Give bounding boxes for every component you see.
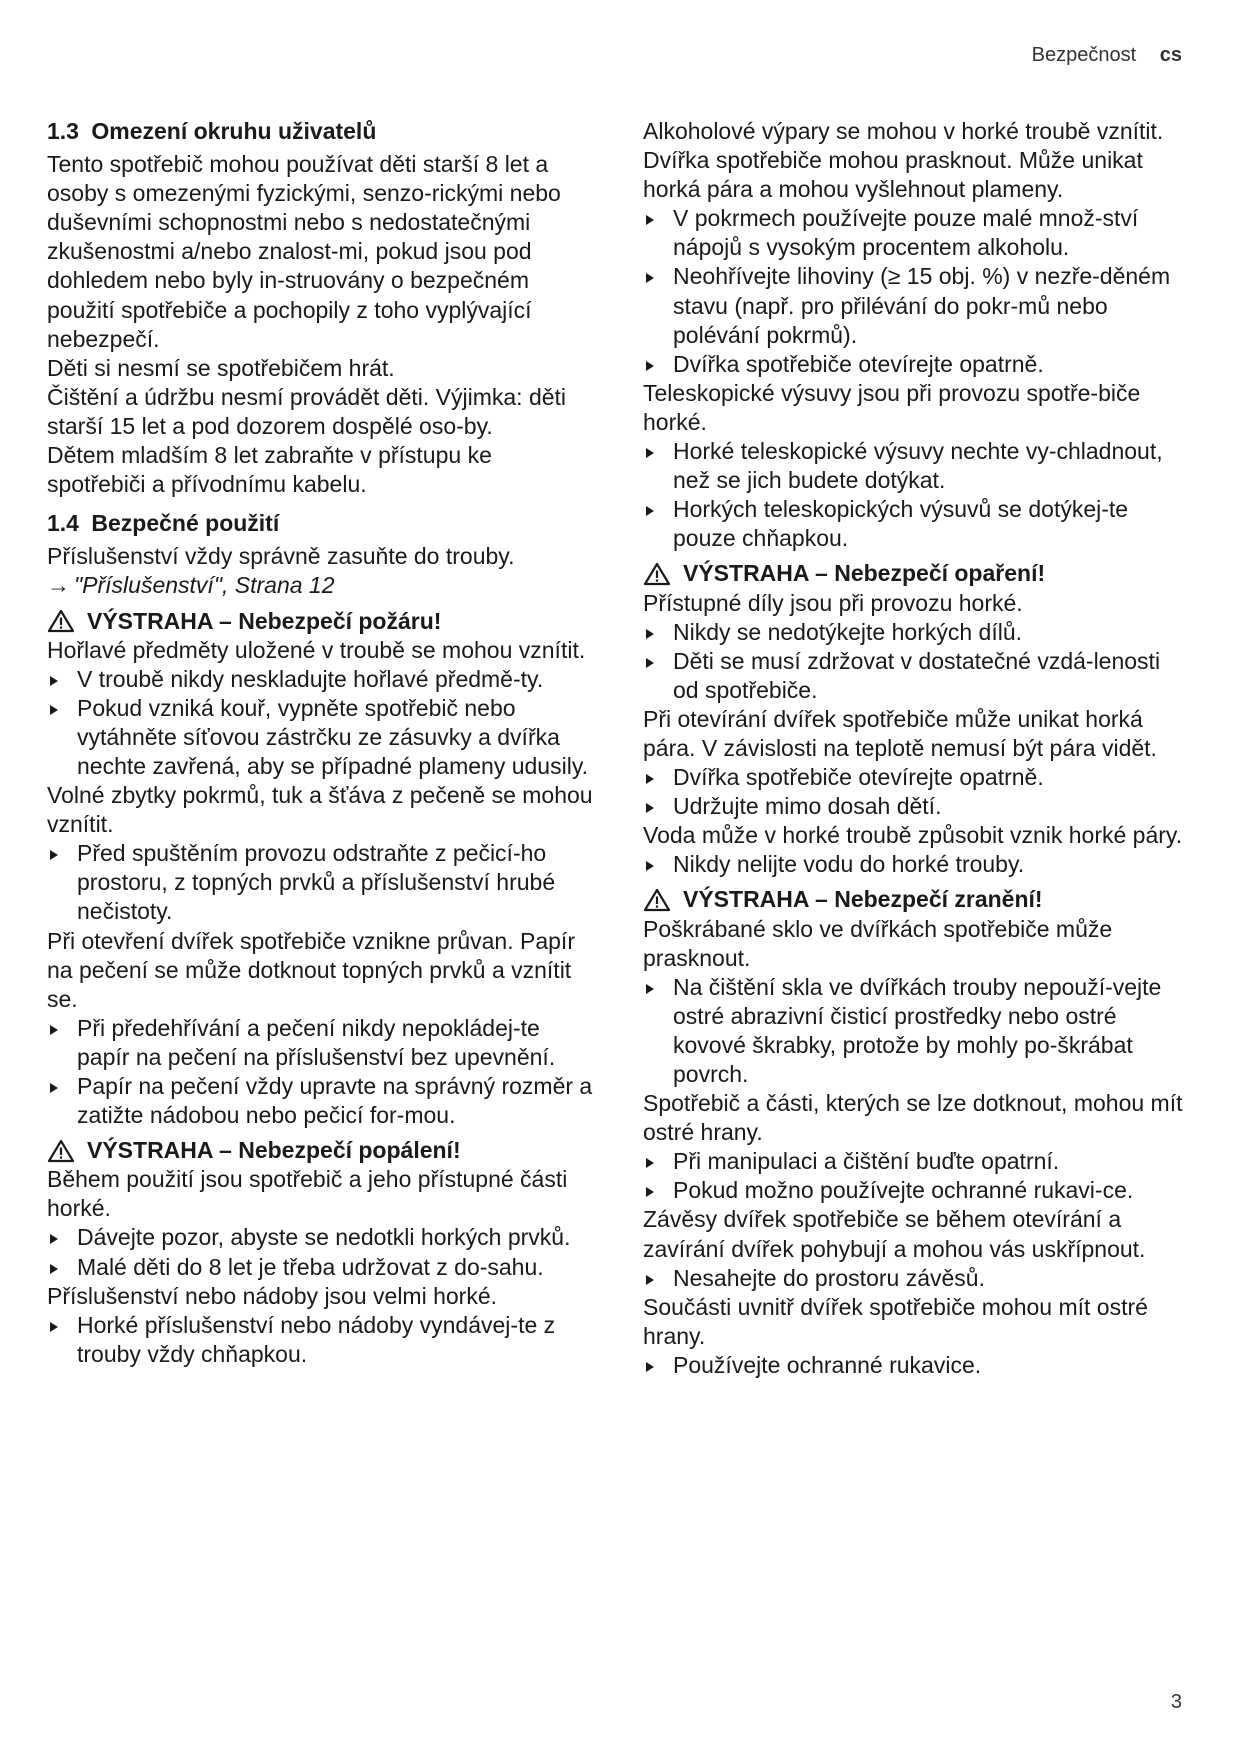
list-item: Papír na pečení vždy upravte na správný rozměr a zatižte nádobou nebo pečicí for-mou. bbox=[47, 1072, 593, 1130]
paragraph: Volné zbytky pokrmů, tuk a šťáva z pečeně se mohou vznítit. bbox=[47, 782, 593, 838]
list-item: Při manipulaci a čištění buďte opatrní. bbox=[643, 1147, 1183, 1176]
paragraph: Alkoholové výpary se mohou v horké troubě vznítit. Dvířka spotřebiče mohou prasknout. Může unikat horká pára a mohou vyšlehnout plameny. bbox=[643, 118, 1164, 203]
list-item: Nikdy se nedotýkejte horkých dílů. bbox=[643, 618, 1183, 647]
list-item: Děti se musí zdržovat v dostatečné vzdá-lenosti od spotřebiče. bbox=[643, 647, 1183, 705]
section-title: Omezení okruhu uživatelů bbox=[91, 118, 377, 144]
bullet-list bbox=[47, 665, 593, 781]
paragraph: Během použití jsou spotřebič a jeho přístupné části horké. bbox=[47, 1166, 568, 1222]
list-item: Dvířka spotřebiče otevírejte opatrně. bbox=[643, 763, 1183, 792]
paragraph: Voda může v horké troubě způsobit vznik horké páry. bbox=[643, 822, 1183, 849]
header-language-code: cs bbox=[1159, 44, 1182, 66]
bullet-list bbox=[47, 1223, 593, 1281]
header-section-name: Bezpečnost bbox=[1031, 44, 1137, 66]
page-number: 3 bbox=[1170, 1691, 1182, 1713]
bullet-list bbox=[643, 850, 1183, 879]
section-number: 1.3 bbox=[47, 118, 79, 144]
paragraph: Teleskopické výsuvy jsou při provozu spotře-biče horké. bbox=[643, 379, 1141, 435]
list-item: Neohřívejte lihoviny (≥ 15 obj. %) v nezře-děném stavu (např. pro přilévání do pokr-mů nebo polévání pokrmů). bbox=[643, 262, 1183, 349]
bullet-list bbox=[643, 437, 1183, 553]
bullet-list bbox=[643, 204, 1183, 379]
bullet-list bbox=[643, 1264, 1183, 1293]
list-item: Horké příslušenství nebo nádoby vyndávej-te z trouby vždy chňapkou. bbox=[47, 1311, 593, 1369]
section-title: Bezpečné použití bbox=[91, 510, 280, 537]
page-header bbox=[1032, 44, 1182, 67]
warning-title: VÝSTRAHA – Nebezpečí požáru! bbox=[87, 607, 442, 634]
list-item: Malé děti do 8 let je třeba udržovat z do-sahu. bbox=[47, 1253, 593, 1282]
cross-reference-text: "Příslušenství", Strana 12 bbox=[74, 572, 335, 599]
warning-title: VÝSTRAHA – Nebezpečí opaření! bbox=[683, 560, 1046, 587]
list-item: Používejte ochranné rukavice. bbox=[643, 1351, 1183, 1380]
right-column bbox=[643, 117, 1183, 1380]
warning-heading bbox=[643, 559, 1183, 588]
bullet-list bbox=[643, 973, 1183, 1089]
paragraph: Příslušenství nebo nádoby jsou velmi horké. bbox=[47, 1282, 498, 1309]
bullet-list bbox=[47, 1311, 593, 1369]
list-item: Před spuštěním provozu odstraňte z pečicí-ho prostoru, z topných prvků a příslušenství hrubé nečistoty. bbox=[47, 839, 593, 926]
warning-triangle-icon bbox=[643, 888, 671, 912]
bullet-list bbox=[643, 763, 1183, 821]
left-column bbox=[47, 117, 593, 1369]
warning-heading bbox=[47, 1136, 593, 1165]
list-item: Dávejte pozor, abyste se nedotkli horkých prvků. bbox=[47, 1223, 593, 1252]
list-item: Nesahejte do prostoru závěsů. bbox=[643, 1264, 1183, 1293]
paragraph: Příslušenství vždy správně zasuňte do trouby. bbox=[47, 543, 515, 570]
list-item: Horké teleskopické výsuvy nechte vy-chladnout, než se jich budete dotýkat. bbox=[643, 437, 1183, 495]
bullet-list bbox=[47, 839, 593, 926]
list-item: Pokud možno používejte ochranné rukavi-ce. bbox=[643, 1176, 1183, 1205]
warning-title: VÝSTRAHA – Nebezpečí popálení! bbox=[87, 1137, 461, 1164]
paragraph: Spotřebič a části, kterých se lze dotknout, mohou mít ostré hrany. bbox=[643, 1090, 1183, 1146]
paragraph: Hořlavé předměty uložené v troubě se mohou vznítit. bbox=[47, 636, 586, 663]
paragraph: Při otevírání dvířek spotřebiče může unikat horká pára. V závislosti na teplotě nemusí být pára vidět. bbox=[643, 705, 1157, 761]
paragraph: Závěsy dvířek spotřebiče se během otevírání a zavírání dvířek pohybují a mohou vás uskřípnout. bbox=[643, 1206, 1146, 1262]
warning-title: VÝSTRAHA – Nebezpečí zranění! bbox=[683, 886, 1043, 913]
list-item: V pokrmech používejte pouze malé množ-ství nápojů s vysokým procentem alkoholu. bbox=[643, 204, 1183, 262]
list-item: V troubě nikdy neskladujte hořlavé předmě-ty. bbox=[47, 665, 593, 694]
paragraph: Při otevření dvířek spotřebiče vznikne průvan. Papír na pečení se může dotknout topných prvků a vznítit se. bbox=[47, 927, 575, 1012]
warning-heading bbox=[47, 607, 593, 636]
section-heading-1-3 bbox=[47, 117, 593, 146]
bullet-list bbox=[643, 1351, 1183, 1380]
warning-heading bbox=[643, 885, 1183, 914]
paragraph: Součásti uvnitř dvířek spotřebiče mohou mít ostré hrany. bbox=[643, 1293, 1148, 1349]
paragraph: Tento spotřebič mohou používat děti starší 8 let a osoby s omezenými fyzickými, senzo-rickými nebo duševními schopnostmi nebo s nedostatečnými zkušenostmi a/nebo znalost-mi, pokud jsou pod dohledem nebo byly in-struovány o bezpečném použití spotřebiče a pochopily z toho vyplývající nebezpečí. bbox=[47, 151, 561, 352]
list-item: Při předehřívání a pečení nikdy nepokládej-te papír na pečení na příslušenství bez upevnění. bbox=[47, 1014, 593, 1072]
list-item: Horkých teleskopických výsuvů se dotýkej-te pouze chňapkou. bbox=[643, 495, 1183, 553]
section-heading-1-4 bbox=[47, 509, 593, 538]
list-item: Dvířka spotřebiče otevírejte opatrně. bbox=[643, 350, 1183, 379]
paragraph: Dětem mladším 8 let zabraňte v přístupu ke spotřebiči a přívodnímu kabelu. bbox=[47, 442, 492, 498]
warning-triangle-icon bbox=[47, 609, 75, 633]
section-number: 1.4 bbox=[47, 510, 79, 537]
paragraph: Přístupné díly jsou při provozu horké. bbox=[643, 589, 1023, 616]
list-item: Udržujte mimo dosah dětí. bbox=[643, 792, 1183, 821]
arrow-right-icon: → bbox=[47, 572, 70, 599]
paragraph: Děti si nesmí se spotřebičem hrát. bbox=[47, 354, 395, 381]
list-item: Nikdy nelijte vodu do horké trouby. bbox=[643, 850, 1183, 879]
bullet-list bbox=[47, 1014, 593, 1130]
bullet-list bbox=[643, 618, 1183, 705]
cross-reference-link[interactable] bbox=[47, 571, 593, 600]
paragraph: Čištění a údržbu nesmí provádět děti. Výjimka: děti starší 15 let a pod dozorem dospělé oso-by. bbox=[47, 383, 567, 439]
bullet-list bbox=[643, 1147, 1183, 1205]
paragraph: Poškrábané sklo ve dvířkách spotřebiče může prasknout. bbox=[643, 915, 1113, 971]
list-item: Pokud vzniká kouř, vypněte spotřebič nebo vytáhněte síťovou zástrčku ze zásuvky a dvířka nechte zavřená, aby se případné plameny udusily. bbox=[47, 694, 593, 781]
list-item: Na čištění skla ve dvířkách trouby nepouží-vejte ostré abrazivní čisticí prostředky nebo ostré kovové škrabky, protože by mohly po-škrábat povrch. bbox=[643, 973, 1183, 1089]
warning-triangle-icon bbox=[643, 562, 671, 586]
warning-triangle-icon bbox=[47, 1139, 75, 1163]
